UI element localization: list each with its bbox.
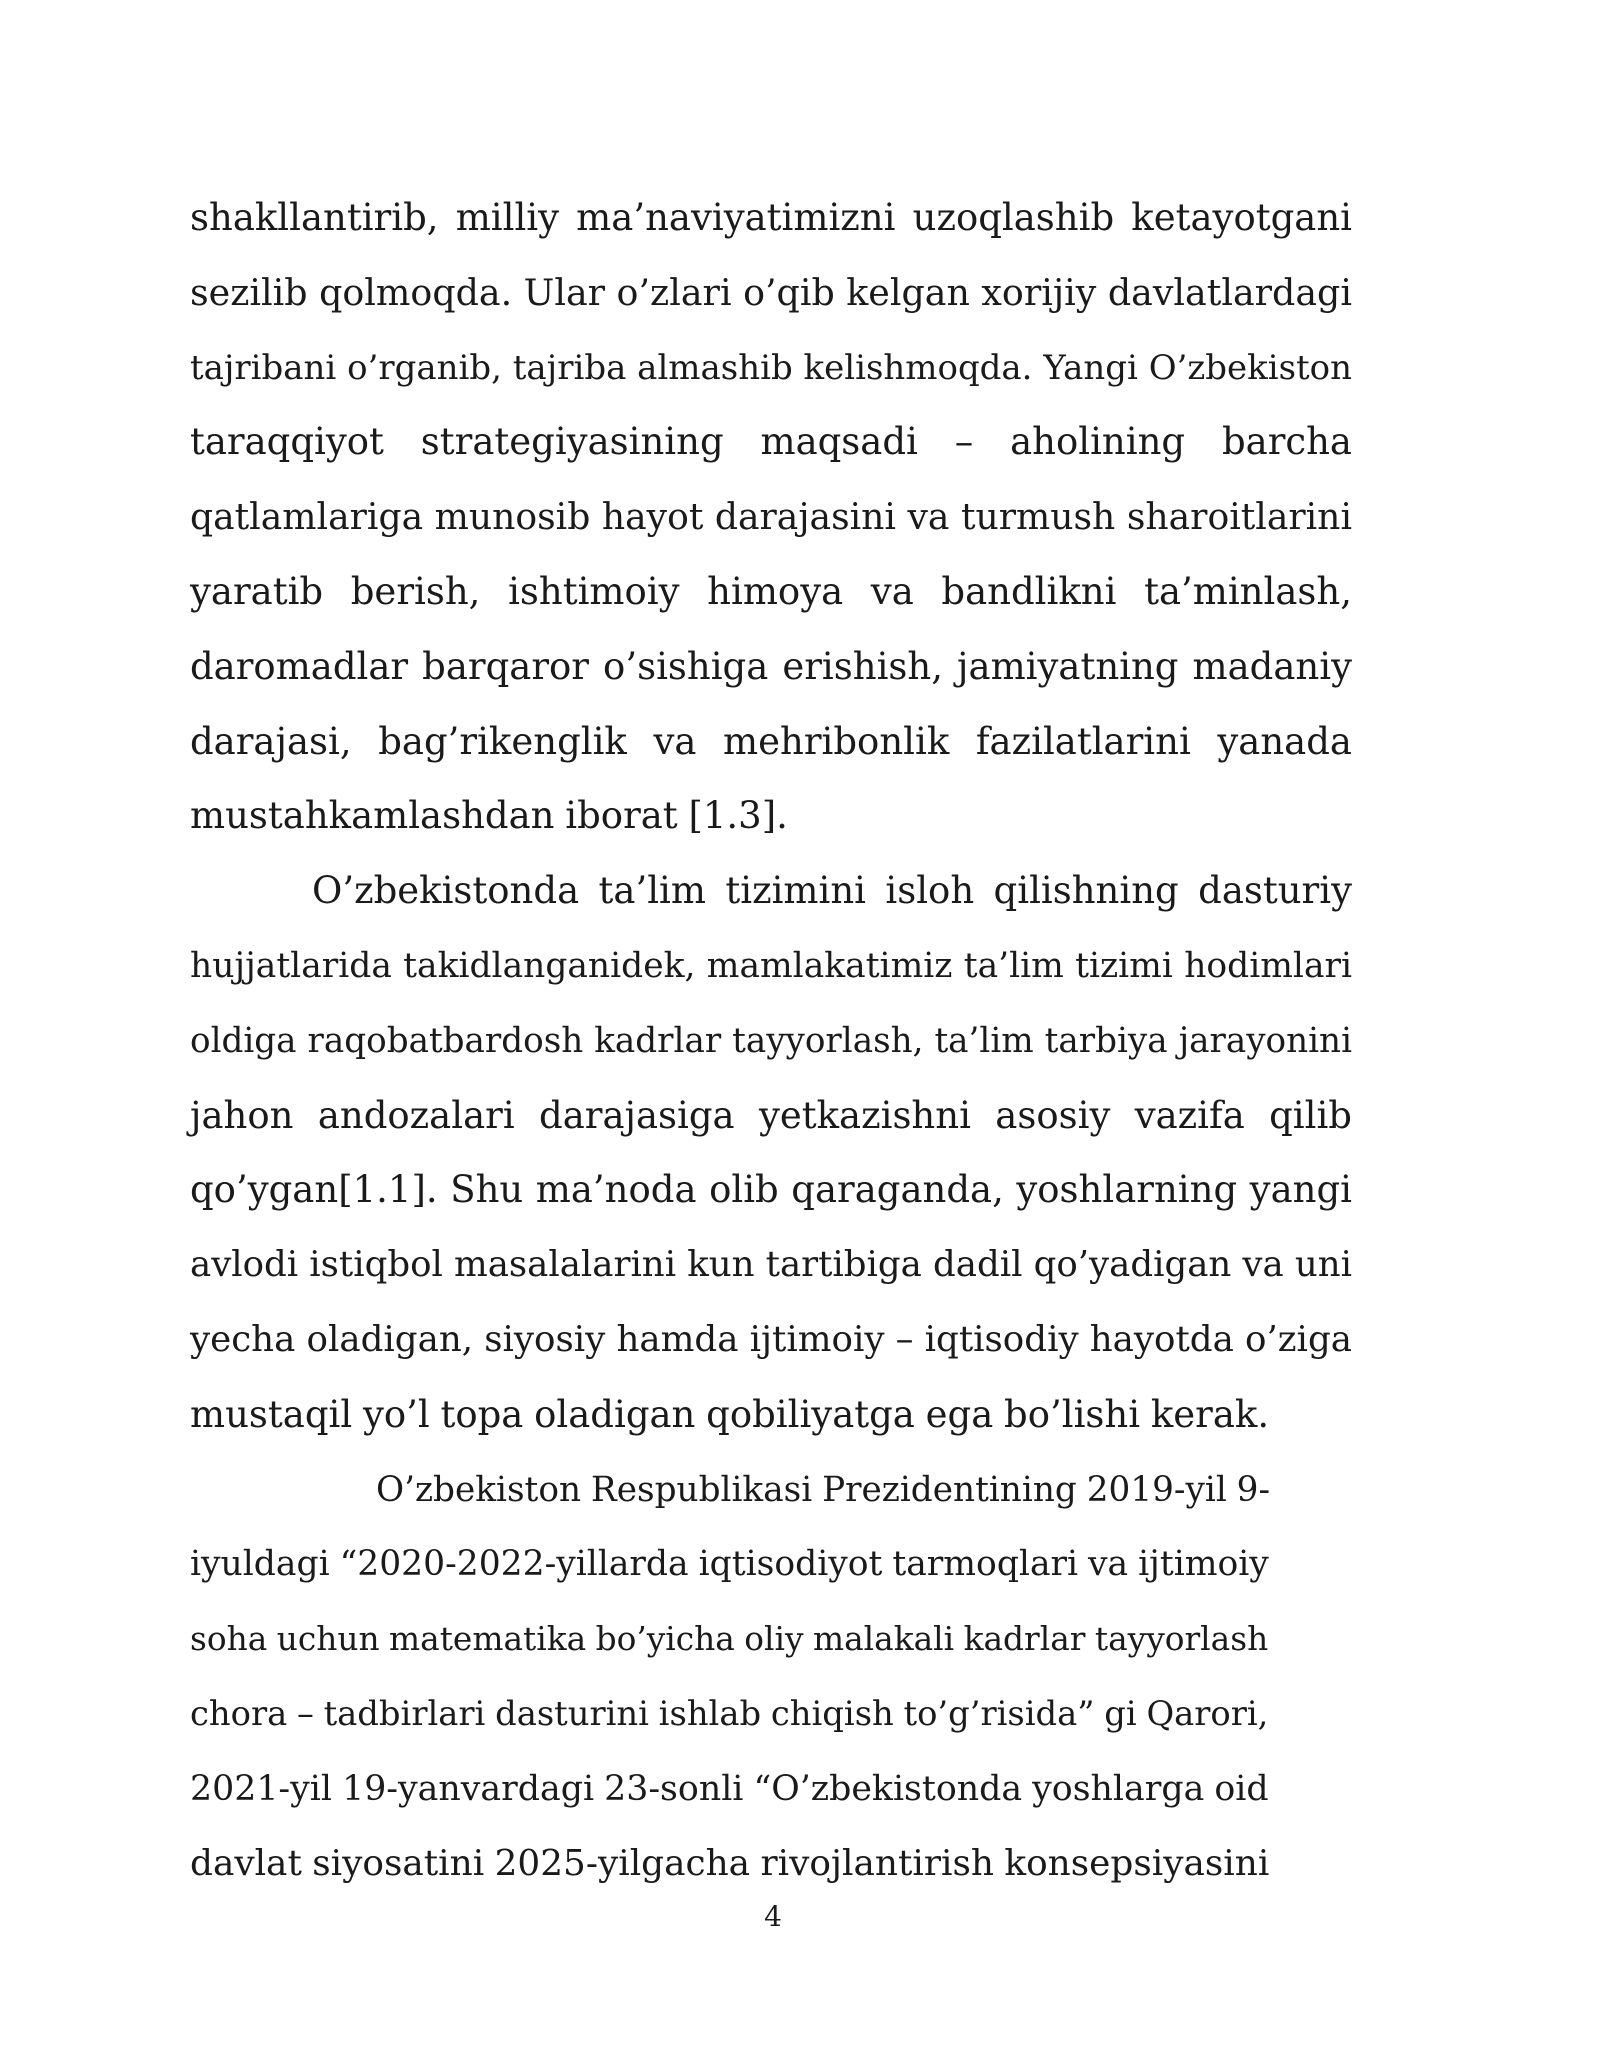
text-line: O’zbekistonda ta’lim tizimini isloh qilishning dasturiy [312,869,1352,913]
text-line: iyuldagi “2020-2022-yillarda iqtisodiyot tarmoqlari va ijtimoiy [190,1544,1269,1585]
text-line: yaratib berish, ishtimoiy himoya va bandlikni ta’minlash, [190,569,1352,613]
text-line: avlodi istiqbol masalalarini kun tartibiga dadil qo’yadigan va uni [190,1244,1352,1286]
text-line: oldiga raqobatbardosh kadrlar tayyorlash, ta’lim tarbiya jarayonini [190,1020,1352,1061]
text-line: mustaqil yo’l topa oladigan qobiliyatga ega bo’lishi kerak. [190,1392,1270,1436]
paragraph-1 [190,181,1352,854]
text-line: daromadlar barqaror o’sishiga erishish, jamiyatning madaniy [190,644,1352,688]
paragraph-3 [190,1453,1275,1902]
text-line: jahon andozalari darajasiga yetkazishni asosiy vazifa qilib [190,1093,1352,1137]
text-line: darajasi, bag’rikenglik va mehribonlik fazilatlarini yanada [190,719,1352,763]
text-line: davlat siyosatini 2025-yilgacha rivojlantirish konsepsiyasini [190,1842,1270,1884]
body-text [190,181,1352,1901]
text-line: 2021-yil 19-yanvardagi 23-sonli “O’zbekistonda yoshlarga oid [190,1768,1269,1809]
text-line: yecha oladigan, siyosiy hamda ijtimoiy – iqtisodiy hayotda o’ziga [190,1318,1352,1360]
text-line: chora – tadbirlari dasturini ishlab chiqish to’g’risida” gi Qarori, [190,1693,1269,1733]
text-line: hujjatlarida takidlanganidek, mamlakatimiz ta’lim tizimi hodimlari [190,945,1352,986]
text-line: taraqqiyot strategiyasining maqsadi – aholining barcha [190,420,1352,464]
text-line: O’zbekiston Respublikasi Prezidentining 2019-yil 9- [376,1469,1271,1510]
text-line: mustahkamlashdan iborat [1.3]. [190,794,788,838]
text-line: qatlamlariga munosib hayot darajasini va turmush sharoitlarini [190,495,1352,539]
text-line: qo’ygan[1.1]. Shu ma’noda olib qaraganda, yoshlarning yangi [190,1168,1352,1212]
text-line: soha uchun matematika bo’yicha oliy malakali kadrlar tayyorlash [190,1620,1269,1659]
text-line: sezilib qolmoqda. Ular o’zlari o’qib kelgan xorijiy davlatlardagi [190,270,1352,314]
text-line: shakllantirib, milliy ma’naviyatimizni uzoqlashib ketayotgani [190,196,1352,239]
text-line: tajribani o’rganib, tajriba almashib kelishmoqda. Yangi O’zbekiston [190,347,1352,388]
paragraph-2 [190,854,1352,1452]
page-number: 4 [764,1900,782,1933]
